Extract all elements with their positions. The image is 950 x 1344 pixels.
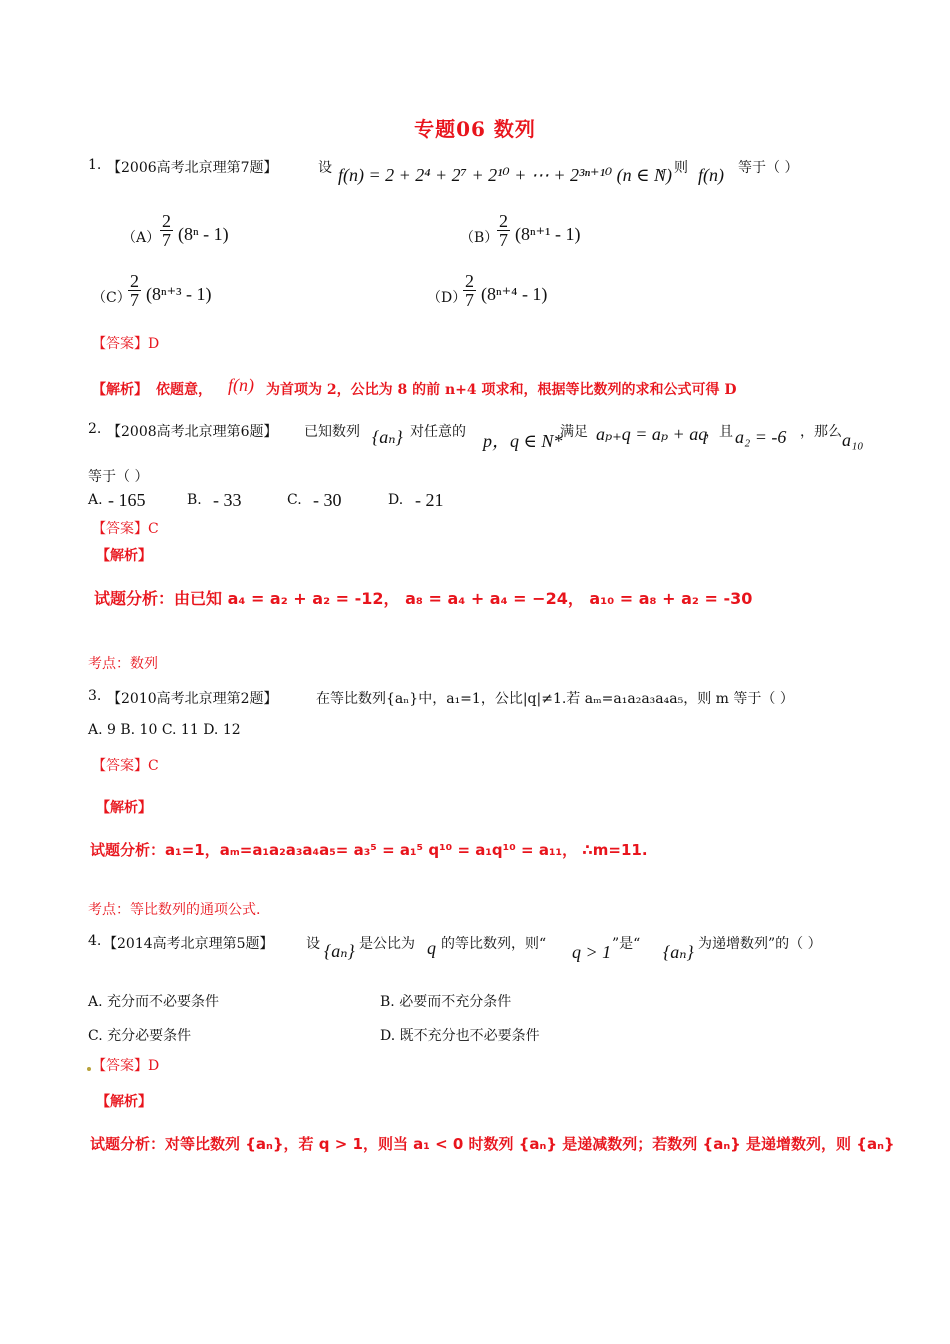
q2-pre: 已知数列	[304, 424, 360, 440]
q2-mid3: ，且	[705, 424, 733, 440]
frac-num: 2	[499, 211, 508, 231]
q2-number: 2.	[88, 421, 102, 437]
frac-den: 7	[130, 290, 139, 310]
q1-option-b-expr: (8ⁿ⁺¹ - 1)	[515, 224, 581, 244]
frac-den: 7	[499, 230, 508, 250]
q2-line2: 等于（ ）	[88, 469, 149, 485]
q4-answer: 【答案】D	[92, 1058, 160, 1074]
stray-mark	[87, 1067, 91, 1071]
q4-condition: q > 1	[572, 942, 612, 962]
frac-den: 7	[162, 230, 171, 250]
q3-answer: 【答案】C	[92, 758, 159, 774]
frac-num: 2	[130, 271, 139, 291]
q1-analysis-label: 【解析】	[92, 382, 148, 398]
q1-pre: 设	[318, 160, 332, 176]
q1-option-a-expr: (8ⁿ - 1)	[178, 224, 229, 244]
q1-analysis-fn: f(n)	[228, 375, 254, 395]
q2-kaodian: 考点：数列	[88, 656, 158, 672]
q3-analysis-label: 【解析】	[96, 800, 152, 816]
q3-text: 在等比数列{aₙ}中，a₁=1，公比|q|≠1.若 aₘ=a₁a₂a₃a₄a₅，则 m 等于（ ）	[316, 691, 794, 707]
q2-analysis-label: 【解析】	[96, 548, 152, 564]
q4-sequence-2: {aₙ}	[663, 942, 694, 962]
q2-given: a₂ = -6	[735, 427, 787, 447]
q4-option-b: B. 必要而不充分条件	[380, 994, 512, 1010]
q1-option-a-label: （A）	[122, 230, 161, 246]
q4-option-d: D. 既不充分也不必要条件	[380, 1028, 540, 1044]
q2-option-d-value: - 21	[415, 490, 444, 510]
q4-option-c: C. 充分必要条件	[88, 1028, 192, 1044]
q2-option-b-value: - 33	[213, 490, 242, 510]
q1-analysis-pre: 依题意，	[156, 382, 212, 398]
q2-relation: aₚ₊q = aₚ + aq	[596, 424, 708, 444]
frac-num: 2	[162, 211, 171, 231]
q2-analysis-text: 试题分析：由已知 a₄ = a₂ + a₂ = -12， a₈ = a₄ + a₄ = −24， a₁₀ = a₈ + a₂ = -30	[94, 589, 753, 608]
q4-mid1: 是公比为	[359, 936, 415, 952]
q2-mid4: ，那么	[800, 424, 842, 440]
page-title: 专题06 数列	[414, 117, 536, 141]
q1-analysis-text: 为首项为 2，公比为 8 的前 n+4 项求和，根据等比数列的求和公式可得 D	[266, 382, 737, 398]
q1-option-a-fraction	[160, 212, 173, 249]
q2-mid1: 对任意的	[410, 424, 466, 440]
q4-option-a: A. 充分而不必要条件	[88, 994, 220, 1010]
q4-analysis-text: 试题分析：对等比数列 {aₙ}，若 q > 1，则当 a₁ < 0 时数列 {aₙ} 是递减数列；若数列 {aₙ} 是递增数列，则 {aₙ}	[90, 1135, 895, 1153]
q1-option-b-label: （B）	[460, 230, 499, 246]
q1-answer: 【答案】D	[92, 336, 160, 352]
q3-source: 【2010高考北京理第2题】	[107, 691, 278, 707]
q3-kaodian: 考点：等比数列的通项公式.	[88, 902, 261, 918]
q4-q: q	[427, 938, 436, 958]
q2-source: 【2008高考北京理第6题】	[107, 424, 278, 440]
q1-option-b-fraction	[497, 212, 510, 249]
q1-number: 1.	[88, 157, 102, 173]
q4-post: 为递增数列”的（ ）	[698, 936, 822, 952]
q3-analysis-text: 试题分析：a₁=1，aₘ=a₁a₂a₃a₄a₅= a₃⁵ = a₁⁵ q¹⁰ = a₁q¹⁰ = a₁₁， ∴m=11.	[90, 841, 648, 859]
q2-option-c-label: C.	[287, 492, 302, 508]
q4-mid3: ”是“	[612, 936, 641, 952]
q1-option-c-label: （C）	[92, 290, 131, 306]
q1-post: 等于（ ）	[738, 160, 799, 176]
q2-sequence: {aₙ}	[372, 427, 403, 447]
q1-option-d-label: （D）	[427, 290, 467, 306]
q1-formula: f(n) = 2 + 2⁴ + 2⁷ + 2¹⁰ + ⋯ + 2³ⁿ⁺¹⁰ (n ∈ N)	[338, 165, 672, 185]
q1-option-d-fraction	[463, 272, 476, 309]
q2-option-d-label: D.	[388, 492, 404, 508]
q2-option-a-label: A.	[88, 492, 103, 508]
q4-sequence: {aₙ}	[324, 941, 355, 961]
q4-mid2: 的等比数列，则“	[441, 936, 547, 952]
q1-fn: f(n)	[698, 165, 724, 185]
q2-answer: 【答案】C	[92, 521, 159, 537]
q4-number: 4.	[88, 933, 102, 949]
q3-options: A. 9 B. 10 C. 11 D. 12	[88, 722, 241, 738]
frac-num: 2	[465, 271, 474, 291]
frac-den: 7	[465, 290, 474, 310]
q2-pq: p，q ∈ N*	[483, 431, 563, 451]
q2-mid2: 满足	[560, 424, 588, 440]
q2-option-c-value: - 30	[313, 490, 342, 510]
q1-option-c-fraction	[128, 272, 141, 309]
q2-option-b-label: B.	[187, 492, 202, 508]
q1-source: 【2006高考北京理第7题】	[107, 160, 278, 176]
q1-option-c-expr: (8ⁿ⁺³ - 1)	[146, 284, 212, 304]
q2-target: a₁₀	[842, 430, 864, 450]
q4-source: 【2014高考北京理第5题】	[103, 936, 274, 952]
q3-number: 3.	[88, 688, 102, 704]
q4-analysis-label: 【解析】	[96, 1094, 152, 1110]
q2-option-a-value: - 165	[108, 490, 146, 510]
q4-pre: 设	[306, 936, 320, 952]
q1-option-d-expr: (8ⁿ⁺⁴ - 1)	[481, 284, 548, 304]
q1-mid: ，则	[660, 160, 688, 176]
